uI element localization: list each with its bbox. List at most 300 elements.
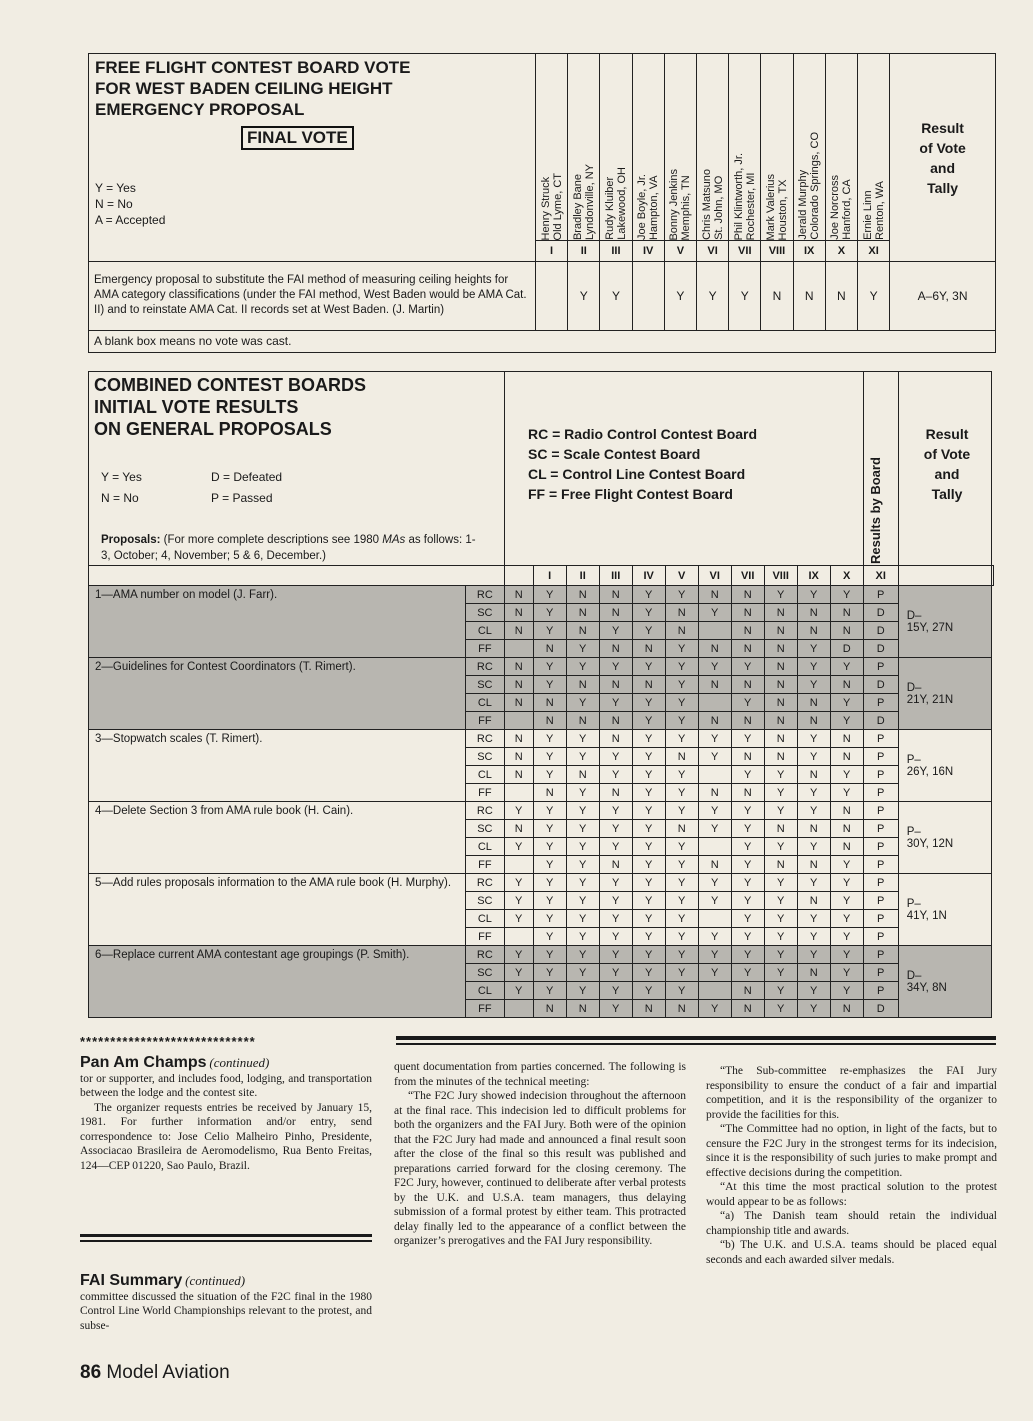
vote-cell: Y [731,694,764,712]
member-number: VII [729,240,760,261]
top-result: A–6Y, 3N [890,262,996,331]
vote-cell: N [504,820,533,838]
vote-cell: Y [566,640,599,658]
member-number: II [568,240,599,261]
col3-para: “The Sub-committee re-emphasizes the FAI Jury responsibility to ensure the conduct of a fair and impartial competition, and it is the responsibility of the organizer to provide the facilities for this. [706,1065,997,1121]
board-result: P [863,820,898,838]
column-1 [80,1056,372,1173]
board-code: RC [466,946,505,964]
vote-cell: N [632,1000,665,1018]
member-place: St. John, MO [712,175,725,241]
vote-cell: N [797,712,830,730]
proposal-result [898,658,991,730]
vote-cell: N [533,640,566,658]
vote-cell: Y [665,946,698,964]
vote-cell: N [504,766,533,784]
vote-cell: N [504,622,533,640]
vote-cell: Y [731,892,764,910]
rule-col1 [80,1234,372,1237]
vote-cell: N [698,856,731,874]
fai-continued: (continued) [185,1273,246,1288]
board-code-spacer [504,566,533,586]
vote-cell: N [665,1000,698,1018]
vote-cell: Y [797,730,830,748]
board-result: P [863,928,898,946]
vote-cell: Y [566,748,599,766]
col3-para: “b) The U.K. and U.S.A. teams should be placed equal seconds and each awarded silver medals. [706,1239,997,1266]
vote-cell: N [504,676,533,694]
member-name: Ernie Linn [861,190,874,241]
board-code: RC [466,874,505,892]
vote-cell: Y [566,658,599,676]
vote-cell: Y [797,838,830,856]
member-place: Hampton, VA [648,175,661,241]
column-number: VII [731,566,764,586]
board-code: SC [466,676,505,694]
member-number: X [826,240,857,261]
vote-cell: Y [731,730,764,748]
member-place: Renton, WA [873,181,886,241]
vote-cell: Y [632,838,665,856]
combined-title-line: COMBINED CONTEST BOARDS [94,375,367,395]
vote-cell: Y [632,604,665,622]
board-result: D [863,604,898,622]
vote-cell: Y [698,748,731,766]
member-header [600,54,632,262]
vote-cell: Y [830,712,863,730]
member-place: Colorado Springs, CO [809,132,822,241]
vote-cell: Y [599,838,632,856]
column-number: V [665,566,698,586]
vote-cell: Y [729,262,761,331]
vote-cell: N [731,586,764,604]
board-result: D [863,622,898,640]
proposal-result [898,946,991,1018]
board-code: FF [466,928,505,946]
column-number: X [830,566,863,586]
vote-cell: N [830,622,863,640]
board-code: FF [466,712,505,730]
top-title-line: EMERGENCY PROPOSAL [95,100,305,119]
vote-cell: N [599,712,632,730]
vote-cell: Y [764,802,797,820]
column-2 [394,1060,686,1249]
vote-cell: N [830,748,863,766]
vote-cell: N [764,658,797,676]
board-result: P [863,874,898,892]
vote-cell: Y [533,892,566,910]
vote-cell [535,262,567,331]
vote-cell: N [698,586,731,604]
vote-cell: Y [566,820,599,838]
vote-cell: Y [665,694,698,712]
vote-cell: N [665,622,698,640]
vote-cell: Y [566,910,599,928]
member-name: Phil Klintworth, Jr. [732,152,745,241]
vote-cell: Y [504,838,533,856]
vote-cell: Y [830,694,863,712]
board-code: CL [466,838,505,856]
vote-cell: N [731,604,764,622]
board-result: P [863,964,898,982]
result-tally: 34Y, 8N [906,981,947,994]
vote-cell: N [698,676,731,694]
vote-cell: Y [698,802,731,820]
vote-cell: Y [665,784,698,802]
vote-cell: Y [797,586,830,604]
board-code: CL [466,622,505,640]
vote-cell [504,784,533,802]
vote-cell: N [830,730,863,748]
member-name: Henry Struck [539,176,552,241]
column-number: VIII [764,566,797,586]
vote-cell [698,838,731,856]
vote-cell: Y [533,820,566,838]
vote-cell: N [533,784,566,802]
result-tally: 21Y, 21N [906,693,954,706]
vote-cell: Y [568,262,600,331]
result-outcome: P– [906,897,921,910]
member-header [825,54,857,262]
vote-cell: N [797,622,830,640]
result-header-line: and [934,466,960,482]
vote-cell: Y [731,928,764,946]
vote-cell: Y [731,766,764,784]
vote-cell: Y [698,928,731,946]
vote-cell: N [830,820,863,838]
vote-cell: Y [764,784,797,802]
member-header [632,54,664,262]
vote-cell: Y [600,262,632,331]
vote-cell: Y [665,730,698,748]
vote-cell: Y [797,676,830,694]
vote-cell: Y [599,802,632,820]
vote-cell: Y [566,730,599,748]
vote-cell: Y [599,946,632,964]
vote-cell: N [830,838,863,856]
vote-cell: N [665,604,698,622]
vote-cell: Y [566,838,599,856]
member-number: I [536,240,567,261]
vote-cell: Y [533,766,566,784]
top-legend [95,180,165,228]
result-header-line: of Vote [923,446,971,462]
board-code: CL [466,694,505,712]
result-outcome: P– [906,825,921,838]
legend-yes: Y = Yes [101,470,142,484]
vote-cell: N [764,694,797,712]
vote-cell: Y [698,964,731,982]
vote-cell: Y [731,856,764,874]
column-number: VI [698,566,731,586]
vote-cell: Y [764,946,797,964]
vote-cell: Y [599,694,632,712]
vote-cell: Y [533,604,566,622]
legend-defeated: D = Defeated [211,470,283,484]
column-1b [80,1274,372,1333]
vote-cell: Y [533,730,566,748]
proposals-note-text: (For more complete descriptions see 1980 [163,534,380,546]
results-by-board-header: Results by Board [868,457,883,564]
member-number: IV [633,240,664,261]
vote-cell: Y [566,694,599,712]
vote-cell: Y [566,892,599,910]
vote-cell: N [830,1000,863,1018]
top-result-header [890,54,996,262]
legend-no: N = No [101,491,139,505]
vote-cell: Y [533,946,566,964]
vote-cell: Y [797,658,830,676]
vote-cell: Y [698,658,731,676]
page-footer [80,1362,230,1384]
vote-cell: Y [533,802,566,820]
boards-legend [528,424,757,504]
vote-cell: N [504,748,533,766]
vote-cell: N [825,262,857,331]
col3-para: “At this time the most practical solution to the protest would appear to be as follows: [706,1181,997,1208]
vote-cell: N [830,604,863,622]
vote-cell: Y [504,892,533,910]
board-code: FF [466,1000,505,1018]
vote-cell: Y [665,892,698,910]
proposal-label: 5—Add rules proposals information to the AMA rule book (H. Murphy). [89,874,466,946]
vote-cell: Y [533,586,566,604]
vote-cell: N [533,712,566,730]
vote-cell: Y [698,604,731,622]
member-name: Bradley Bane [571,174,584,241]
vote-cell: Y [632,982,665,1000]
board-legend-sc: SC = Scale Contest Board [528,446,701,462]
vote-cell: N [698,712,731,730]
vote-cell: Y [797,640,830,658]
vote-cell: Y [764,838,797,856]
vote-cell: Y [599,910,632,928]
vote-cell: Y [830,964,863,982]
vote-cell: Y [533,856,566,874]
vote-cell: Y [533,676,566,694]
vote-cell: Y [632,586,665,604]
vote-cell: N [731,622,764,640]
blank-box-note: A blank box means no vote was cast. [89,330,996,352]
fai-heading: FAI Summary [80,1272,183,1289]
vote-cell: Y [731,874,764,892]
pan-am-heading: Pan Am Champs [80,1054,207,1071]
vote-cell: Y [731,802,764,820]
vote-cell: Y [731,838,764,856]
vote-cell: Y [599,748,632,766]
vote-cell: N [599,730,632,748]
vote-cell: Y [533,964,566,982]
board-result: P [863,802,898,820]
member-name: Joe Norcross [829,175,842,241]
vote-cell: N [797,694,830,712]
result-tally: 26Y, 16N [906,765,954,778]
magazine-name: Model Aviation [106,1362,230,1383]
vote-cell: N [797,856,830,874]
pan-am-para: The organizer requests entries be received by January 15, 1981. For further information and/or entry, send correspondence to: Jose Celio Malheiro Pinho, Presidente, Associacao Brasileira de Aeromodelismo, Rua Bento Freitas, 124—CEP 01220, Sao Paulo, Brazil. [80,1101,372,1172]
member-name: Bonny Jenkins [668,168,681,241]
vote-cell [698,982,731,1000]
vote-cell: Y [665,982,698,1000]
member-header [696,54,728,262]
result-header-line: Result [921,119,964,136]
vote-cell: N [533,1000,566,1018]
vote-cell: Y [599,766,632,784]
vote-cell: N [764,856,797,874]
column-number: II [566,566,599,586]
vote-cell: Y [698,946,731,964]
vote-cell: Y [764,964,797,982]
vote-cell: N [599,784,632,802]
top-title-line: FOR WEST BADEN CEILING HEIGHT [95,79,393,98]
vote-cell: Y [533,928,566,946]
vote-cell: Y [504,802,533,820]
member-place: Rochester, MI [744,172,757,241]
board-result: P [863,694,898,712]
vote-cell: N [632,676,665,694]
vote-cell: Y [797,928,830,946]
legend-accepted: A = Accepted [95,213,166,227]
vote-cell: Y [632,766,665,784]
member-header [664,54,696,262]
pan-am-continued: (continued) [209,1055,270,1070]
vote-cell: Y [632,802,665,820]
vote-cell: Y [764,892,797,910]
vote-cell: N [793,262,825,331]
top-title-line: FREE FLIGHT CONTEST BOARD VOTE [95,58,411,77]
vote-cell: Y [599,982,632,1000]
board-result: P [863,838,898,856]
vote-cell: N [761,262,793,331]
col3-para: “a) The Danish team should retain the individual championship title and awards. [706,1210,997,1237]
vote-cell: N [764,712,797,730]
vote-cell: Y [830,946,863,964]
vote-cell: Y [698,820,731,838]
member-name: Joe Boyle, Jr. [636,174,649,241]
board-result: P [863,910,898,928]
member-place: Lakewood, OH [615,167,628,241]
vote-cell: Y [504,910,533,928]
result-outcome: D– [906,969,922,982]
column-number: IX [797,566,830,586]
member-header [568,54,600,262]
vote-cell: Y [830,874,863,892]
result-header-line: and [930,159,956,176]
vote-cell: Y [632,856,665,874]
vote-cell: N [566,622,599,640]
col-num-spacer [89,566,505,586]
vote-cell: Y [665,838,698,856]
board-code: RC [466,802,505,820]
board-legend-ff: FF = Free Flight Contest Board [528,486,733,502]
board-result: D [863,712,898,730]
vote-cell: N [566,712,599,730]
vote-cell: N [504,658,533,676]
vote-cell: Y [566,802,599,820]
vote-cell: N [599,640,632,658]
member-name: Chris Matsuno [700,169,713,241]
proposal-label: 2—Guidelines for Contest Coordinators (T. Rimert). [89,658,466,730]
vote-cell: Y [632,820,665,838]
vote-cell: Y [599,622,632,640]
vote-cell: N [764,640,797,658]
vote-cell: N [566,604,599,622]
vote-cell: N [566,1000,599,1018]
result-tally: 15Y, 27N [906,621,954,634]
board-code: FF [466,856,505,874]
vote-cell: N [731,712,764,730]
proposal-label: 1—AMA number on model (J. Farr). [89,586,466,658]
vote-cell: N [731,748,764,766]
vote-cell: Y [665,928,698,946]
vote-cell: Y [731,820,764,838]
vote-cell: Y [830,658,863,676]
board-code: CL [466,982,505,1000]
vote-cell: Y [764,910,797,928]
combined-title-line: ON GENERAL PROPOSALS [94,419,332,439]
col2-para: “The F2C Jury showed indecision throughout the afternoon at the final race. This indecision led to difficult problems for both the organizers and the FAI Jury. Both were of the opinion that the F2C Jury had made and announced a final result soon after the close of the final so this result was published and preparations carried forward for the closing ceremony. The F2C Jury, however, continued to deliberate after verbal protests by the U.K. and U.S.A. team managers, thus delaying submission of a formal protest by either team. This protracted delay finally led to the appearance of a conflict between the organizer’s prerogatives and the FAI Jury responsibility. [394,1090,686,1247]
column-number: I [533,566,566,586]
member-place: Houston, TX [776,179,789,241]
vote-cell: N [504,694,533,712]
vote-cell: N [698,784,731,802]
vote-cell: Y [599,928,632,946]
proposals-note [101,532,481,564]
member-place: Hanford, CA [841,179,854,241]
vote-cell: Y [533,838,566,856]
col-num-spacer [991,566,993,586]
free-flight-vote-table [88,53,996,353]
col3-para: “The Committee had no option, in light of the facts, but to censure the F2C Jury in the strongest terms for its indecision, since it is the responsibility of such juries to make prompt and effective decisions during the competition. [706,1123,997,1179]
board-code: SC [466,604,505,622]
vote-cell: Y [698,874,731,892]
vote-cell: D [830,640,863,658]
vote-cell: Y [632,694,665,712]
vote-cell [698,910,731,928]
proposals-note-text: as follows: 1-3, October; 4, November; 5 & 6, December.) [101,534,476,562]
vote-cell: N [797,604,830,622]
vote-cell: Y [533,982,566,1000]
vote-cell: N [698,640,731,658]
vote-cell: Y [599,1000,632,1018]
vote-cell: Y [797,982,830,1000]
vote-cell: N [599,676,632,694]
vote-cell: Y [632,964,665,982]
fai-para: committee discussed the situation of the F2C final in the 1980 Control Line World Championships relevant to the protest, and subse- [80,1290,372,1332]
legend-yes: Y = Yes [95,181,136,195]
result-header-line: Tally [931,486,963,502]
vote-cell: N [504,586,533,604]
vote-cell: Y [599,820,632,838]
vote-cell: Y [665,802,698,820]
board-code: SC [466,748,505,766]
legend-passed: P = Passed [211,491,273,505]
board-result: D [863,640,898,658]
proposal-result [898,586,991,658]
member-name: Jerald Murphy [797,170,810,241]
vote-cell [504,640,533,658]
vote-cell: Y [533,658,566,676]
proposal-result [898,874,991,946]
proposals-note-label: Proposals: [101,534,161,546]
vote-cell: Y [599,964,632,982]
proposal-result [898,730,991,802]
board-result: P [863,730,898,748]
rule-top-thin [396,1043,996,1045]
legend-no: N = No [95,197,133,211]
vote-cell [504,928,533,946]
vote-cell: N [504,604,533,622]
